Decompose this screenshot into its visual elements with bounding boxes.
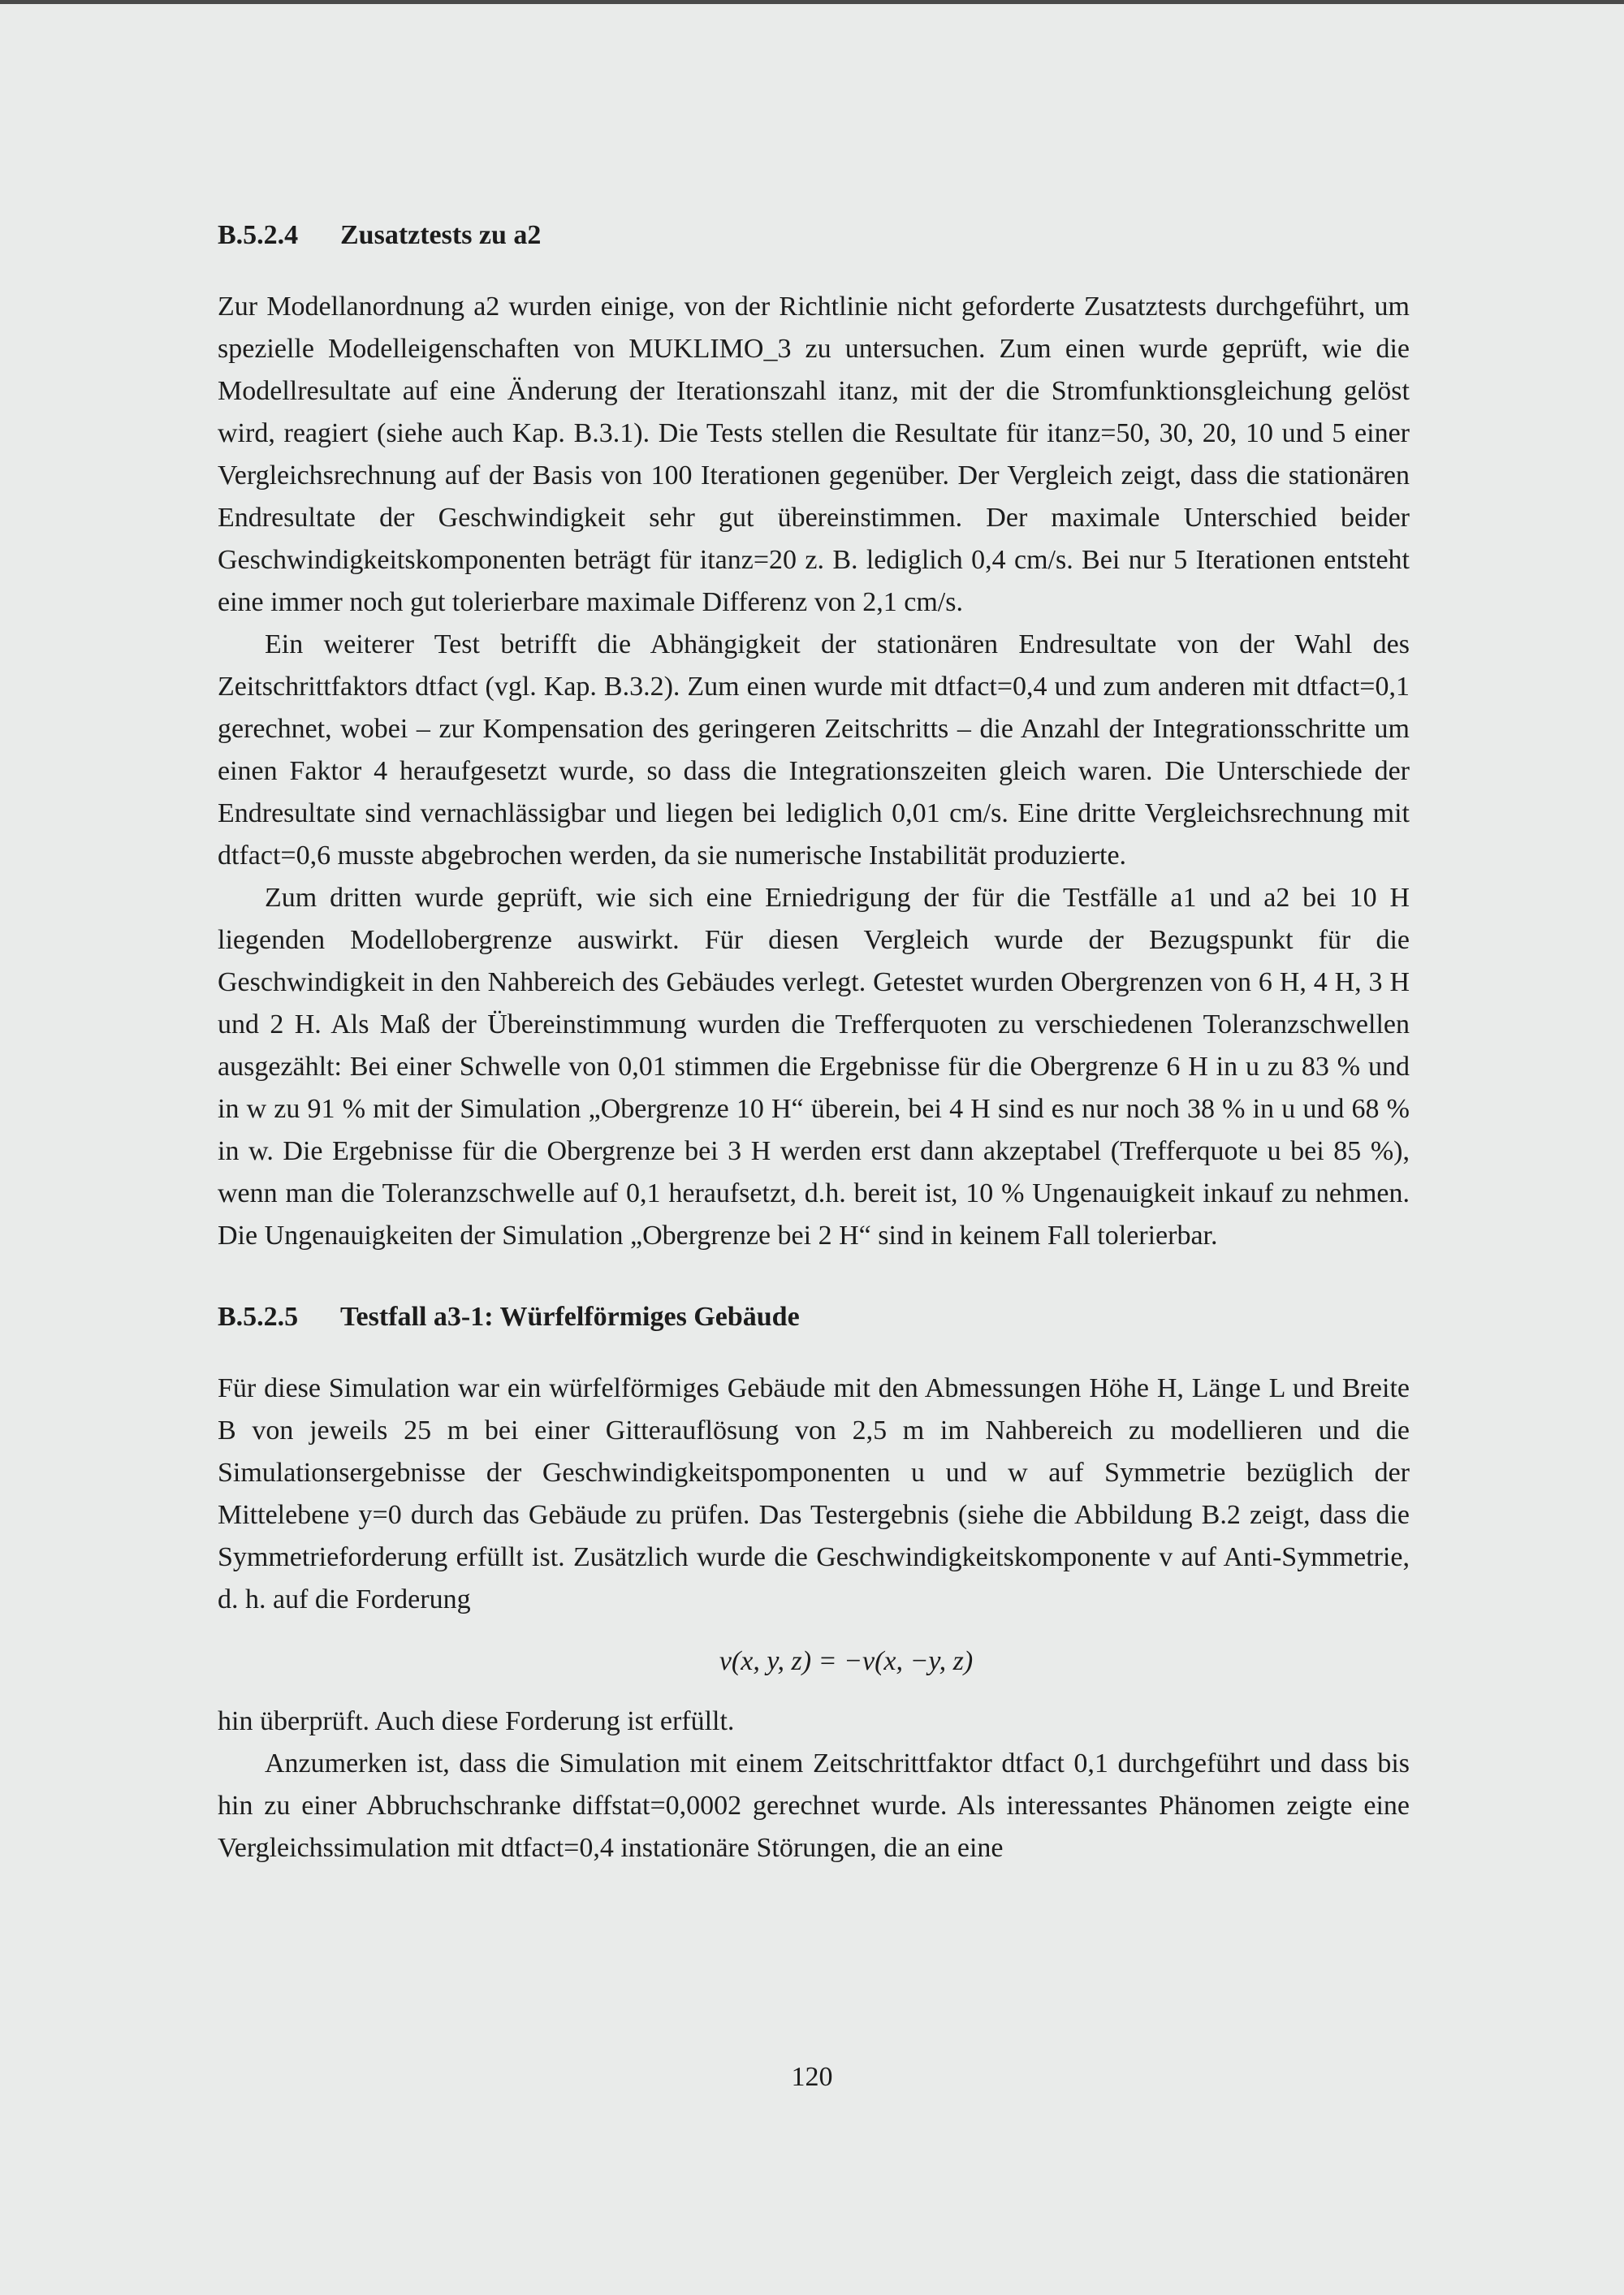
section-heading-b524 [218,218,1410,253]
paragraph-iterations: Zur Modellanordnung a2 wurden einige, von der Richtlinie nicht geforderte Zusatztests durchgeführt, um spezielle Modelleigenschaften von MUKLIMO_3 zu untersuchen. Zum einen wurde geprüft, wie die Modellresultate auf eine Änderung der Iterationszahl itanz, mit der die Stromfunktionsgleichung gelöst wird, reagiert (siehe auch Kap. B.3.1). Die Tests stellen die Resultate für itanz=50, 30, 20, 10 und 5 einer Vergleichsrechnung auf der Basis von 100 Iterationen gegenüber. Der Vergleich zeigt, dass die stationären Endresultate der Geschwindigkeit sehr gut übereinstimmen. Der maximale Unterschied beider Geschwindigkeitskomponenten beträgt für itanz=20 z. B. lediglich 0,4 cm/s. Bei nur 5 Iterationen entsteht eine immer noch gut tolerierbare maximale Differenz von 2,1 cm/s. [218,292,1410,617]
page-content [218,218,1410,1869]
section-number: B.5.2.4 [218,220,299,250]
paragraph-cube-building: Für diese Simulation war ein würfelförmiges Gebäude mit den Abmessungen Höhe H, Länge L und Breite B von jeweils 25 m bei einer Gitterauflösung von 2,5 m im Nahbereich zu modellieren und die Simulationsergebnisse der Geschwindigkeitspomponenten u und w auf Symmetrie bezüglich der Mittelebene y=0 durch das Gebäude zu prüfen. Das Testergebnis (siehe die Abbildung B.2 zeigt, dass die Symmetrieforderung erfüllt ist. Zusätzlich wurde die Geschwindigkeitskomponente v auf Anti-Symmetrie, d. h. auf die Forderung [218,1373,1410,1614]
section-title: Zusatztests zu a2 [340,220,542,250]
section-number: B.5.2.5 [218,1302,299,1332]
formula-antisymmetry: v(x, y, z) = −v(x, −y, z) [719,1646,974,1676]
paragraph-upper-boundary: Zum dritten wurde geprüft, wie sich eine Erniedrigung der für die Testfälle a1 und a2 bei 10 H liegenden Modellobergrenze auswirkt. Für diesen Vergleich wurde der Bezugspunkt für die Geschwindigkeit in den Nahbereich des Gebäudes verlegt. Getestet wurden Obergrenzen von 6 H, 4 H, 3 H und 2 H. Als Maß der Übereinstimmung wurden die Trefferquoten zu verschiedenen Toleranzschwellen ausgezählt: Bei einer Schwelle von 0,01 stimmen die Ergebnisse für die Obergrenze 6 H in u zu 83 % und in w zu 91 % mit der Simulation „Obergrenze 10 H“ überein, bei 4 H sind es nur noch 38 % in u und 68 % in w. Die Ergebnisse für die Obergrenze bei 3 H werden erst dann akzeptabel (Trefferquote u bei 85 %), wenn man die Toleranzschwelle auf 0,1 heraufsetzt, d.h. bereit ist, 10 % Ungenauigkeit inkauf zu nehmen. Die Ungenauigkeiten der Simulation „Obergrenze bei 2 H“ sind in keinem Fall tolerierbar. [218,883,1410,1251]
paragraph-check-result: hin überprüft. Auch diese Forderung ist erfüllt. [218,1706,735,1736]
page-number: 120 [791,2062,833,2092]
section-heading-b525 [218,1299,1410,1335]
paragraph-timestep: Ein weiterer Test betrifft die Abhängigkeit der stationären Endresultate von der Wahl des Zeitschrittfaktors dtfact (vgl. Kap. B.3.2). Zum einen wurde mit dtfact=0,4 und zum anderen mit dtfact=0,1 gerechnet, wobei – zur Kompensation des geringeren Zeitschritts – die Anzahl der Integrationsschritte um einen Faktor 4 heraufgesetzt wurde, so dass die Integrationszeiten gleich waren. Die Unterschiede der Endresultate sind vernachlässigbar und liegen bei lediglich 0,01 cm/s. Eine dritte Vergleichsrechnung mit dtfact=0,6 musste abgebrochen werden, da sie numerische Instabilität produzierte. [218,629,1410,871]
section-title: Testfall a3-1: Würfelförmiges Gebäude [340,1302,800,1332]
paragraph-remark: Anzumerken ist, dass die Simulation mit einem Zeitschrittfaktor dtfact 0,1 durchgeführt und dass bis hin zu einer Abbruchschranke diffstat=0,0002 gerechnet wurde. Als interessantes Phänomen zeigte eine Vergleichssimulation mit dtfact=0,4 instationäre Störungen, die an eine [218,1748,1410,1863]
scan-top-edge [0,0,1624,4]
